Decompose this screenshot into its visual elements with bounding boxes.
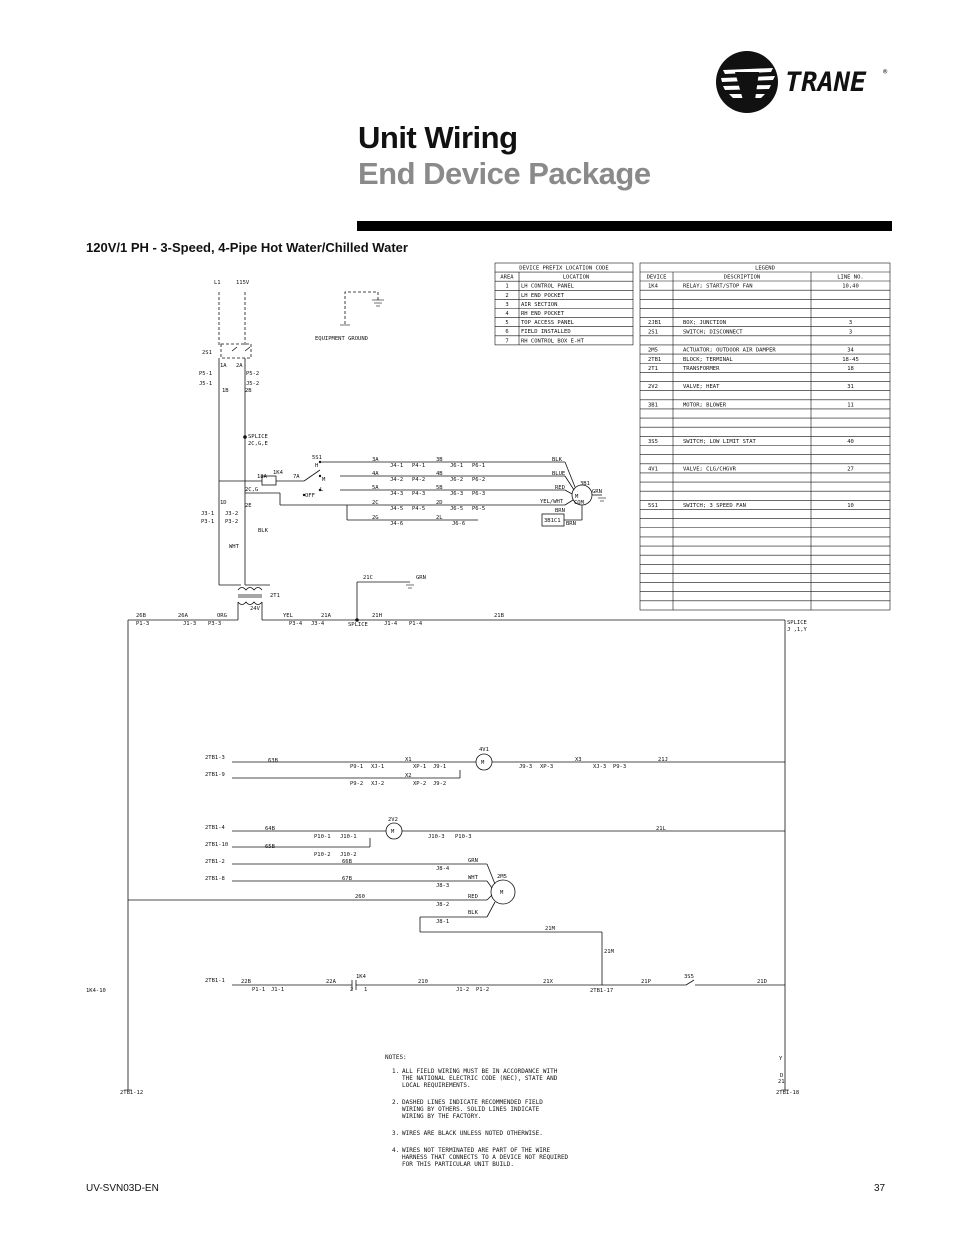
schematic-label: J1-2 xyxy=(456,987,470,993)
schematic-label: 4V1 xyxy=(479,747,489,753)
legend-header-line-no: LINE NO. xyxy=(837,274,864,281)
schematic-label: J ,1,Y xyxy=(787,627,807,633)
schematic-label: J1-1 xyxy=(271,987,285,993)
note-text: THE NATIONAL ELECTRIC CODE (NEC), STATE AND xyxy=(402,1075,558,1082)
label-m-2v2: M xyxy=(391,829,395,835)
schematic-label: 2TB1-18 xyxy=(776,1090,800,1096)
schematic-label: J4-2 xyxy=(390,477,404,483)
label-5s1: 5S1 xyxy=(312,455,322,461)
location-row-area: 4 xyxy=(505,311,509,317)
schematic-label: 1K4 xyxy=(356,974,366,980)
location-row-area: 5 xyxy=(505,320,509,327)
schematic-label: P1-4 xyxy=(409,621,423,627)
label-splice-top-2: 2C,G,E xyxy=(248,441,268,447)
schematic-label: J8-4 xyxy=(436,866,450,872)
schematic-label: P10-2 xyxy=(314,852,331,858)
schematic-label: J6-2 xyxy=(450,477,464,483)
schematic-label: 4B xyxy=(436,471,443,477)
schematic-label: P1-2 xyxy=(476,987,490,993)
location-row-name: RH END POCKET xyxy=(521,311,565,317)
schematic-label: 21A xyxy=(321,613,331,619)
schematic-label: J10-1 xyxy=(340,834,357,840)
schematic-label: 3B xyxy=(436,457,443,463)
schematic-label: XP-3 xyxy=(540,764,554,770)
legend-header-description: DESCRIPTION xyxy=(723,274,761,281)
location-row-name: AIR SECTION xyxy=(521,301,558,308)
schematic-label: 2TB1-12 xyxy=(120,1090,144,1096)
schematic-label: 2M5 xyxy=(497,874,507,880)
schematic-label: BLK xyxy=(552,457,562,463)
schematic-label: D xyxy=(780,1073,784,1079)
schematic-label: P10-3 xyxy=(455,834,472,840)
schematic-label: XP-2 xyxy=(413,781,427,787)
schematic-label: GRN xyxy=(468,858,478,864)
schematic-label: 21M xyxy=(545,926,555,932)
note-text: WIRING BY THE FACTORY. xyxy=(402,1113,482,1120)
schematic-label: P6-5 xyxy=(472,506,486,512)
schematic-label: 2L xyxy=(436,515,443,521)
label-7a: 7A xyxy=(293,474,300,480)
location-row-area: 1 xyxy=(505,283,509,290)
schematic-label: 2C xyxy=(372,500,379,506)
schematic-label: SPLICE xyxy=(348,622,368,628)
legend-row-device: 2T1 xyxy=(648,365,658,372)
schematic-label: J10-3 xyxy=(428,834,445,840)
label-2b: 2B xyxy=(245,388,252,394)
schematic-label: 2D xyxy=(436,500,443,506)
legend-row-description: RELAY; START/STOP FAN xyxy=(683,283,753,290)
legend-row-line-no: 34 xyxy=(847,347,854,354)
registered-mark: ® xyxy=(883,68,888,76)
schematic-label: 2TB1-4 xyxy=(205,825,225,831)
legend-table xyxy=(640,263,890,610)
schematic-label: 67B xyxy=(342,876,352,882)
label-m: M xyxy=(322,477,326,483)
schematic-label: 2TB1-2 xyxy=(205,859,225,865)
note-text: HARNESS THAT CONNECTS TO A DEVICE NOT REQUIRED xyxy=(402,1154,569,1161)
label-p5-1: P5-1 xyxy=(199,371,213,377)
schematic-label: 22B xyxy=(241,979,251,985)
label-m-4v1: M xyxy=(481,760,485,766)
schematic-wires xyxy=(124,292,789,1090)
schematic-label: 64B xyxy=(265,826,275,832)
schematic-label: J9-3 xyxy=(519,764,533,770)
schematic-label: P9-3 xyxy=(613,764,627,770)
location-row-name: LH CONTROL PANEL xyxy=(521,283,574,290)
location-row-name: TOP ACCESS PANEL xyxy=(521,320,574,327)
location-row-name: RH CONTROL BOX E-HT xyxy=(521,338,584,345)
label-p5-2: P5-2 xyxy=(246,371,260,377)
schematic-label: BLK xyxy=(468,910,478,916)
schematic-label: 2TB1-8 xyxy=(205,876,225,882)
schematic-label: X2 xyxy=(405,773,412,779)
schematic-label: 2TB1-9 xyxy=(205,772,225,778)
schematic-label: YEL xyxy=(283,613,293,619)
schematic-label: 2TB1-17 xyxy=(590,988,614,994)
legend-row-device: 2JB1 xyxy=(648,320,662,327)
schematic-label: 4A xyxy=(372,471,379,477)
legend-row-device: 2M5 xyxy=(648,347,658,354)
schematic-label: 2G xyxy=(372,515,379,521)
schematic-label: 26B xyxy=(136,613,146,619)
schematic-label: 260 xyxy=(355,894,365,900)
schematic-label: XJ-2 xyxy=(371,781,385,787)
schematic-label: ORG xyxy=(217,613,227,619)
legend-row-description: SWITCH; 3 SPEED FAN xyxy=(683,502,746,509)
note-number: 1. xyxy=(392,1068,400,1075)
label-18a: 18A xyxy=(257,474,267,480)
label-2s1: 2S1 xyxy=(202,350,212,356)
label-splice-top: SPLICE xyxy=(248,434,268,440)
label-m-2m5: M xyxy=(500,890,504,896)
legend-row-device: 4V1 xyxy=(648,466,658,473)
location-row-area: 6 xyxy=(505,329,509,336)
legend-row-line-no: 10,40 xyxy=(842,283,859,290)
legend-row-line-no: 31 xyxy=(847,384,854,391)
legend-row-description: MOTOR; BLOWER xyxy=(683,402,727,409)
label-off: OFF xyxy=(305,493,315,499)
schematic-label: P3-3 xyxy=(208,621,222,627)
legend-row-description: ACTUATOR; OUTDOOR AIR DAMPER xyxy=(683,347,776,354)
legend-row-device: 3B1 xyxy=(648,402,658,409)
label-relay-pin-2: 2 xyxy=(350,987,354,993)
schematic-label: 21 xyxy=(778,1079,785,1085)
schematic-label: J4-3 xyxy=(390,491,404,497)
schematic-label: 210 xyxy=(418,979,428,985)
note-text: WIRES ARE BLACK UNLESS NOTED OTHERWISE. xyxy=(402,1130,543,1137)
legend-row-description: BOX; JUNCTION xyxy=(683,320,727,327)
schematic-label: P3-4 xyxy=(289,621,303,627)
schematic-label: COM xyxy=(574,500,584,506)
schematic-label: J9-1 xyxy=(433,764,447,770)
legend-row-line-no: 3 xyxy=(848,329,853,336)
schematic-label: P9-1 xyxy=(350,764,364,770)
schematic-label: J6-3 xyxy=(450,491,464,497)
schematic-label: XP-1 xyxy=(413,764,427,770)
legend-row-line-no: 40 xyxy=(847,439,854,445)
label-1d: 1D xyxy=(220,500,227,506)
legend-row-line-no: 10 xyxy=(847,502,854,509)
schematic-label: J4-5 xyxy=(390,506,404,512)
schematic-label: 66B xyxy=(342,859,352,865)
schematic-label: SPLICE xyxy=(787,620,807,626)
schematic-label: 63B xyxy=(268,758,278,764)
schematic-label: RED xyxy=(555,485,565,491)
schematic-label: 21J xyxy=(658,757,668,763)
schematic-label: 3S5 xyxy=(684,974,694,980)
schematic-label: 21L xyxy=(656,826,666,832)
label-p3-1: P3-1 xyxy=(201,519,215,525)
schematic-label: 5A xyxy=(372,485,379,491)
legend-row-description: SWITCH; DISCONNECT xyxy=(683,329,743,336)
schematic-label: 2TB1-1 xyxy=(205,978,225,984)
schematic-label: 21X xyxy=(543,979,553,985)
schematic-label: WHT xyxy=(468,875,478,881)
label-p3-2: P3-2 xyxy=(225,519,239,525)
legend-row-line-no: 3 xyxy=(848,320,853,327)
schematic-label: 21P xyxy=(641,979,651,985)
legend-row-device: 2V2 xyxy=(648,384,658,391)
legend-row-description: VALVE; CLG/CHGVR xyxy=(683,466,736,473)
location-row-area: 7 xyxy=(505,338,509,345)
note-text: ALL FIELD WIRING MUST BE IN ACCORDANCE WITH xyxy=(402,1068,558,1075)
schematic-label: BRN xyxy=(555,508,565,514)
schematic-label: J8-3 xyxy=(436,883,450,889)
location-header-area: AREA xyxy=(500,274,514,281)
schematic-label: P1-3 xyxy=(136,621,150,627)
schematic-label: 22A xyxy=(326,979,336,985)
label-2e: 2E xyxy=(245,503,252,509)
schematic-label: 21C xyxy=(363,575,373,581)
schematic-label: P1-1 xyxy=(252,987,266,993)
legend-row-device: 1K4 xyxy=(648,283,658,290)
schematic-label: GRN xyxy=(416,575,426,581)
schematic-label: P4-5 xyxy=(412,506,426,512)
schematic-label: J6-1 xyxy=(450,463,464,469)
label-j5-2: J5-2 xyxy=(246,381,260,387)
footer-doc-id: UV-SVN03D-EN xyxy=(86,1183,159,1194)
schematic-label: X3 xyxy=(575,757,582,763)
legend-row-line-no: 27 xyxy=(847,466,854,473)
brand-name: TRANE xyxy=(785,67,867,98)
legend-row-description: TRANSFORMER xyxy=(683,365,720,372)
legend-row-device: 5S1 xyxy=(648,502,658,509)
location-row-name: FIELD INSTALLED xyxy=(521,329,571,336)
page-title: Unit Wiring xyxy=(358,120,518,155)
label-m-motor: M xyxy=(575,494,579,500)
label-j3-1: J3-1 xyxy=(201,511,215,517)
schematic-label: 21B xyxy=(494,613,504,619)
schematic-label: 2TB1-10 xyxy=(205,842,229,848)
schematic-label: 21M xyxy=(604,949,614,955)
legend-header-device: DEVICE xyxy=(646,274,667,281)
legend-row-device: 2TB1 xyxy=(648,356,662,363)
label-equipment-ground: EQUIPMENT GROUND xyxy=(315,336,368,342)
schematic-label: 2TB1-3 xyxy=(205,755,225,761)
schematic-label: 3B1C1 xyxy=(544,518,561,524)
location-code-table xyxy=(495,263,633,345)
notes-title: NOTES: xyxy=(385,1054,407,1061)
schematic-label: 3B1 xyxy=(580,481,590,487)
schematic-label: P6-1 xyxy=(472,463,486,469)
label-24v: 24V xyxy=(250,606,260,612)
schematic-label: XJ-1 xyxy=(371,764,385,770)
legend-title: LEGEND xyxy=(755,265,775,272)
schematic-label: J4-1 xyxy=(390,463,404,469)
label-relay-pin-1: 1 xyxy=(364,987,368,993)
schematic-label: P4-1 xyxy=(412,463,426,469)
schematic-label: P6-2 xyxy=(472,477,486,483)
diagram-title: 120V/1 PH - 3-Speed, 4-Pipe Hot Water/Chilled Water xyxy=(86,240,408,255)
schematic-label: P9-2 xyxy=(350,781,364,787)
label-j5-1: J5-1 xyxy=(199,381,213,387)
schematic-label: J1-3 xyxy=(183,621,197,627)
legend-row-device: 3S5 xyxy=(648,439,658,445)
schematic-label: 1K4-10 xyxy=(86,988,106,994)
schematic-label: Y xyxy=(779,1056,783,1062)
label-1b: 1B xyxy=(222,388,229,394)
schematic-label: X1 xyxy=(405,757,412,763)
schematic-label: J6-6 xyxy=(452,521,466,527)
schematic-label: BLUE xyxy=(552,471,566,477)
schematic-label: 21H xyxy=(372,613,382,619)
schematic-label: J8-2 xyxy=(436,902,450,908)
schematic-label: 21D xyxy=(757,979,767,985)
label-1a: 1A xyxy=(220,363,227,369)
location-row-area: 3 xyxy=(505,301,509,308)
notes-block xyxy=(385,1054,569,1168)
legend-row-description: VALVE; HEAT xyxy=(683,384,720,391)
location-row-name: LH END POCKET xyxy=(521,292,565,299)
label-h: H xyxy=(315,463,319,469)
label-2cg: 2C,G xyxy=(245,487,259,493)
label-wht: WHT xyxy=(229,544,239,550)
page-subtitle: End Device Package xyxy=(358,156,651,191)
schematic-label: J8-1 xyxy=(436,919,450,925)
note-text: FOR THIS PARTICULAR UNIT BUILD. xyxy=(402,1161,514,1168)
schematic-label: XJ-3 xyxy=(593,764,607,770)
schematic-label: RED xyxy=(468,894,478,900)
schematic-label: P4-3 xyxy=(412,491,426,497)
schematic-label: J10-2 xyxy=(340,852,357,858)
label-115v: 115V xyxy=(236,280,250,286)
schematic-label: 2V2 xyxy=(388,817,398,823)
label-blk: BLK xyxy=(258,528,268,534)
location-header-location: LOCATION xyxy=(562,274,590,281)
schematic-label: J9-2 xyxy=(433,781,447,787)
schematic-label: J4-6 xyxy=(390,521,404,527)
schematic-label: J3-4 xyxy=(311,621,325,627)
note-text: LOCAL REQUIREMENTS. xyxy=(402,1082,471,1089)
schematic-label: YEL/WHT xyxy=(540,499,564,505)
note-number: 4. xyxy=(392,1147,400,1154)
note-text: WIRING BY OTHERS. SOLID LINES INDICATE xyxy=(402,1106,540,1113)
location-table-title: DEVICE PREFIX LOCATION CODE xyxy=(519,265,609,272)
label-1k4: 1K4 xyxy=(273,470,283,476)
legend-row-description: BLOCK; TERMINAL xyxy=(683,356,733,363)
legend-row-line-no: 18 xyxy=(847,365,854,372)
note-text: WIRES NOT TERMINATED ARE PART OF THE WIRE xyxy=(402,1147,551,1154)
schematic-label: J6-5 xyxy=(450,506,464,512)
schematic-label: 3A xyxy=(372,457,379,463)
label-2t1: 2T1 xyxy=(270,593,280,599)
schematic-label: 5B xyxy=(436,485,443,491)
footer-page-number: 37 xyxy=(874,1183,886,1194)
schematic-label: P10-1 xyxy=(314,834,331,840)
schematic-label: P4-2 xyxy=(412,477,426,483)
schematic-label: J1-4 xyxy=(384,621,398,627)
schematic-label: P6-3 xyxy=(472,491,486,497)
schematic-label: 26A xyxy=(178,613,188,619)
label-l1: L1 xyxy=(214,280,221,286)
legend-row-device: 2S1 xyxy=(648,329,658,336)
label-j3-2: J3-2 xyxy=(225,511,239,517)
schematic-label: 65B xyxy=(265,844,275,850)
note-number: 2. xyxy=(392,1099,400,1106)
note-number: 3. xyxy=(392,1130,400,1137)
schematic-label: BRN xyxy=(566,521,576,527)
note-text: DASHED LINES INDICATE RECOMMENDED FIELD xyxy=(402,1099,543,1106)
location-row-area: 2 xyxy=(505,292,509,299)
legend-row-line-no: 18-45 xyxy=(842,356,859,363)
schematic-label: GRN xyxy=(592,489,602,495)
legend-row-line-no: 11 xyxy=(847,402,854,409)
legend-row-description: SWITCH; LOW LIMIT STAT xyxy=(683,439,756,445)
label-2a: 2A xyxy=(236,363,243,369)
label-l: L xyxy=(320,487,324,493)
